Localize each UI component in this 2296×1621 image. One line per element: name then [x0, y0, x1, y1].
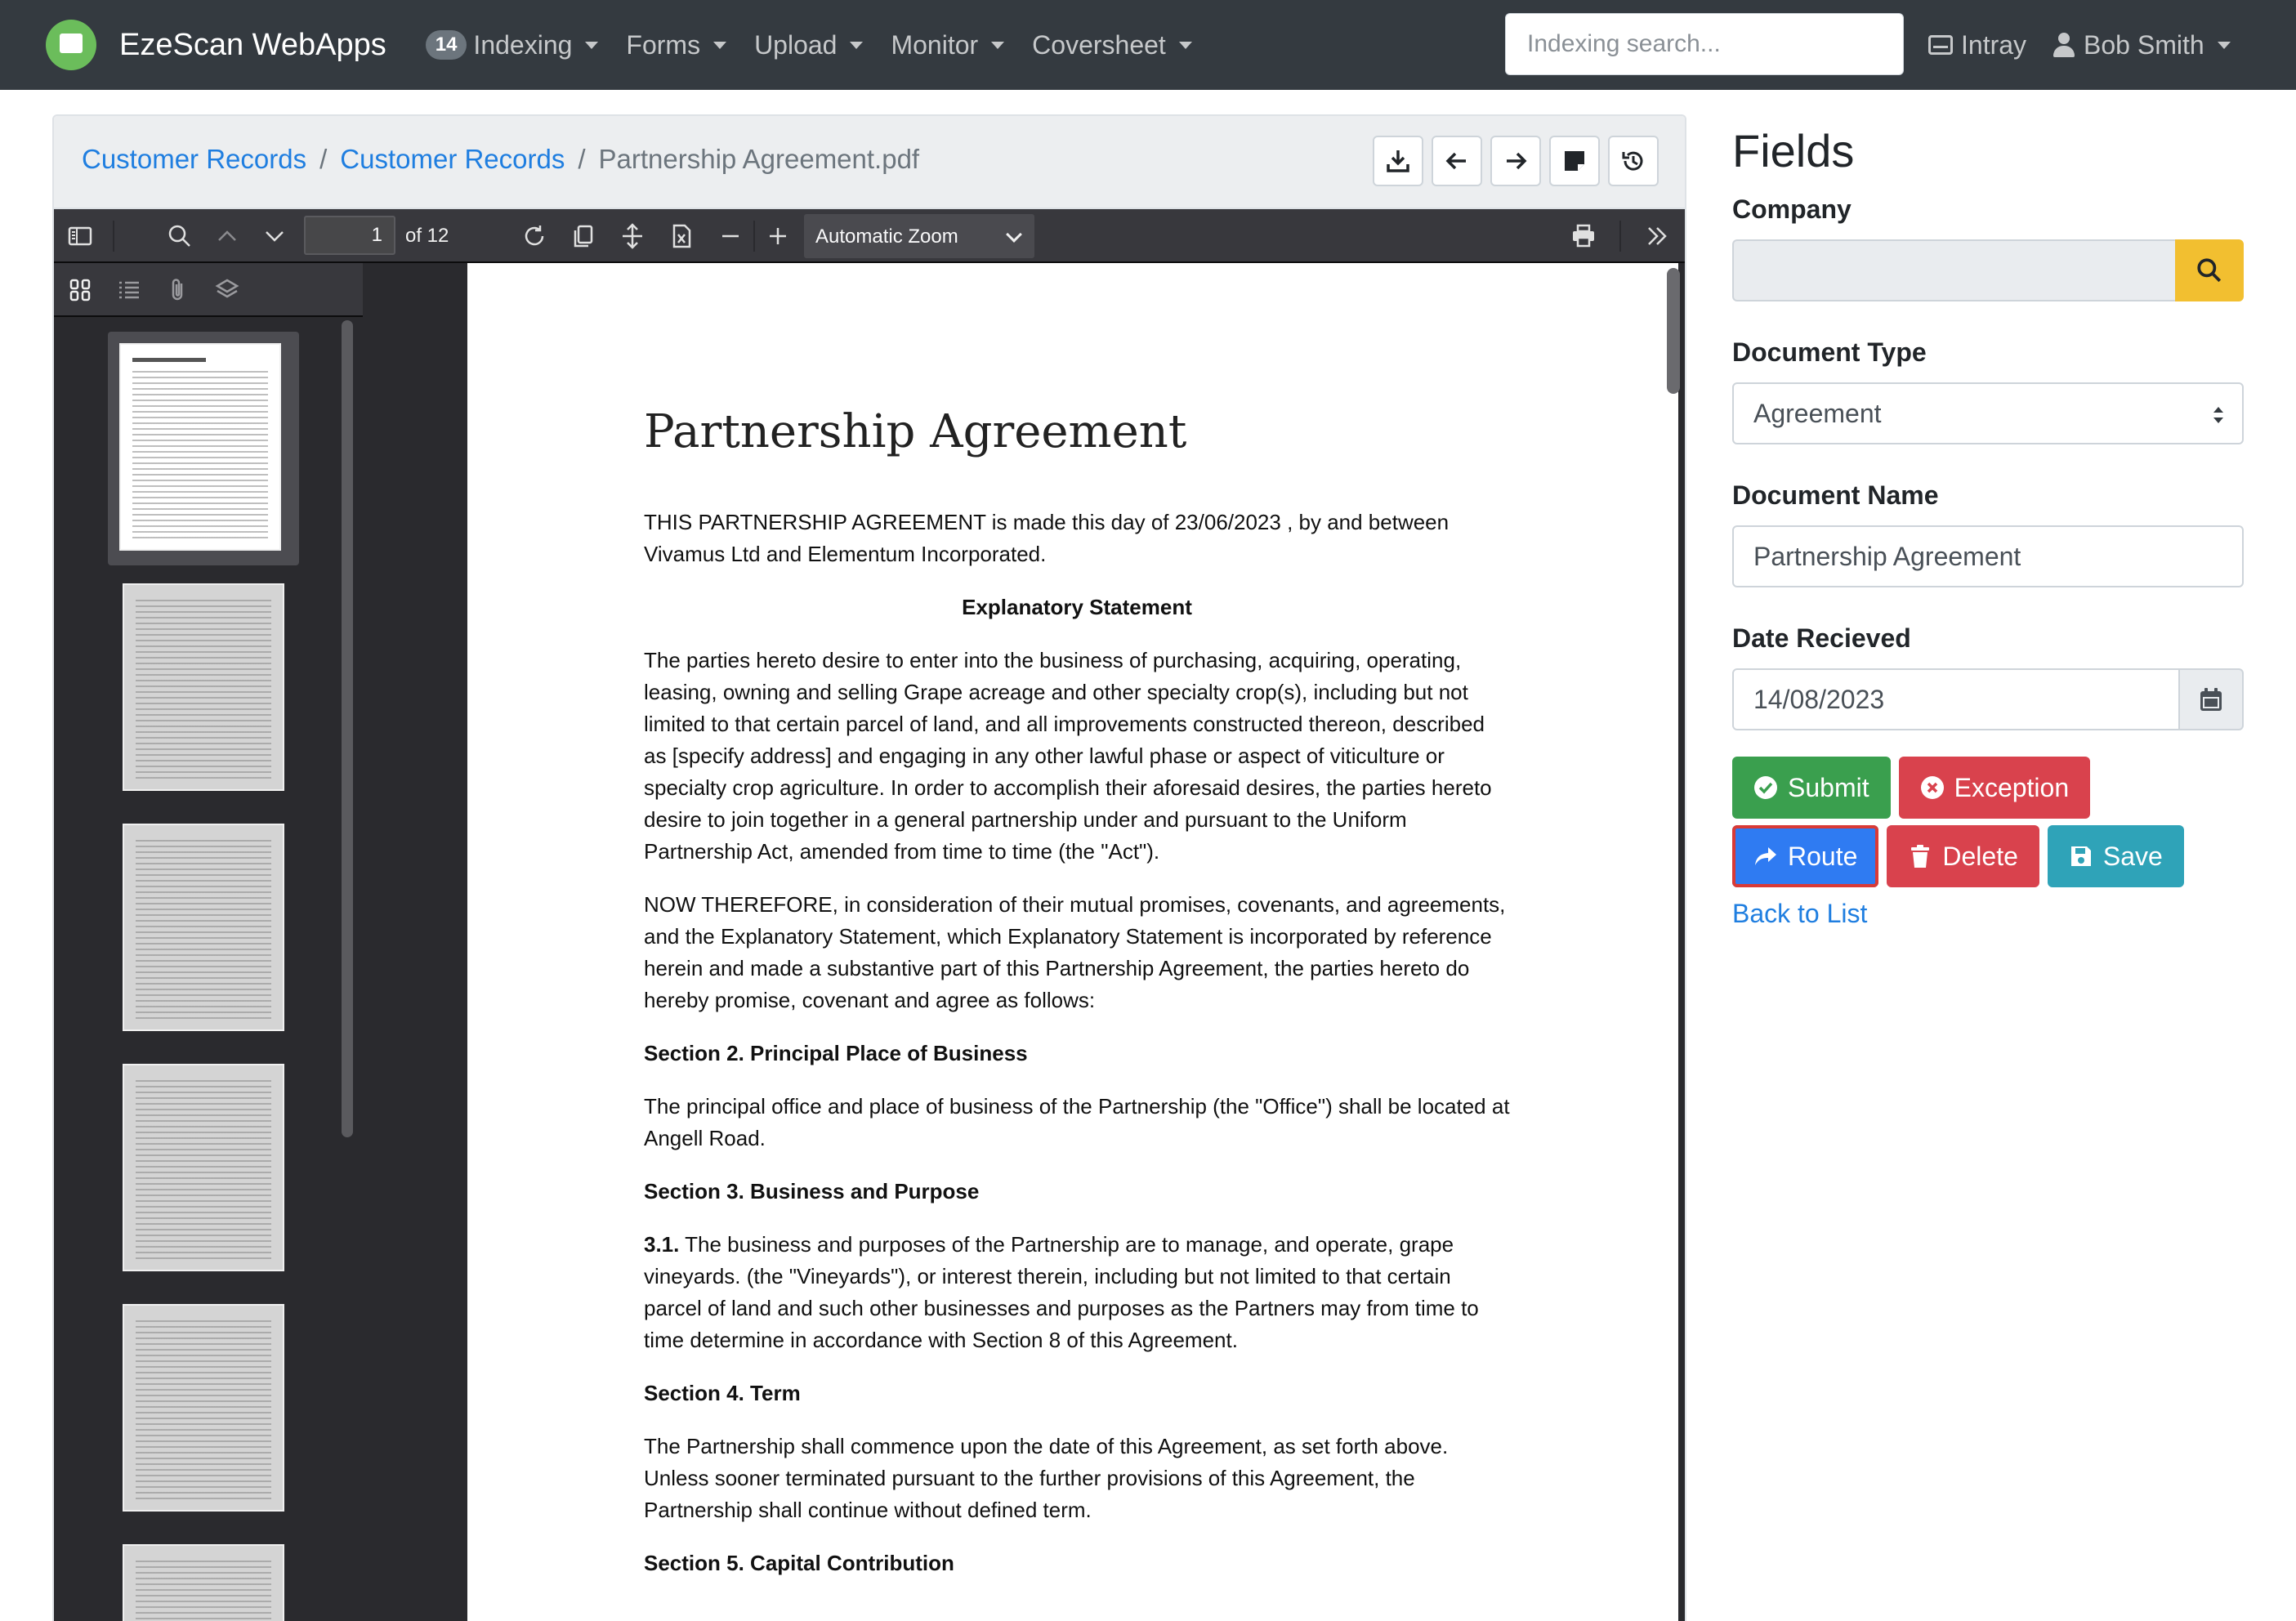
caret-down-icon	[1179, 42, 1192, 49]
ezescan-logo-icon	[46, 20, 96, 70]
indexing-search-input[interactable]	[1505, 13, 1904, 75]
minus-icon	[717, 223, 744, 249]
page-thumbnail[interactable]	[108, 332, 299, 565]
next-document-button[interactable]	[1490, 136, 1541, 186]
fields-panel	[1732, 123, 2244, 929]
nav-upload[interactable]	[754, 30, 863, 60]
document-content	[644, 404, 1510, 1601]
nav-upload-label: Upload	[754, 29, 838, 60]
back-to-list-link[interactable]: Back to List	[1732, 899, 1868, 928]
search-icon	[167, 223, 193, 249]
submit-button[interactable]	[1732, 757, 1891, 819]
trash-icon	[1908, 844, 1932, 869]
route-button[interactable]	[1732, 825, 1878, 887]
notes-button[interactable]	[1549, 136, 1600, 186]
date-received-field[interactable]	[1732, 668, 2180, 730]
nav-right	[1928, 0, 2257, 90]
zoom-in-button[interactable]	[765, 223, 791, 249]
viewer-header-tools	[1365, 136, 1659, 186]
share-arrow-icon	[1753, 844, 1778, 869]
page-thumbnail[interactable]	[118, 1061, 289, 1275]
document-paragraph: The principal office and place of business of the Partnership (the "Office") shall be located at Angell Road.	[644, 1094, 1510, 1150]
breadcrumb-separator: /	[319, 144, 328, 174]
sidebar-scrollbar[interactable]	[342, 320, 353, 1137]
arrow-left-icon	[1444, 148, 1470, 174]
split-button[interactable]	[619, 223, 645, 249]
route-label: Route	[1788, 841, 1858, 871]
caret-down-icon	[991, 42, 1004, 49]
document-type-label: Document Type	[1732, 337, 1927, 367]
nav-monitor-label: Monitor	[891, 29, 979, 60]
breadcrumb-separator: /	[578, 144, 586, 174]
copy-button[interactable]	[570, 223, 596, 249]
arrow-right-icon	[1503, 148, 1529, 174]
copy-icon	[570, 223, 596, 249]
company-search-button[interactable]	[2175, 239, 2244, 301]
date-received-label: Date Recieved	[1732, 623, 1911, 653]
fields-title: Fields	[1732, 125, 1855, 176]
layers-tab[interactable]	[214, 277, 240, 303]
grid-icon	[67, 277, 93, 303]
document-paragraph: NOW THEREFORE, in consideration of their mutual promises, covenants, and agreements, and the Explanatory Statement, which Explanatory Statement is incorporated by reference herein and made a substantive part of this Partnership Agreement, the parties hereto do hereby promise, covenant and agree as follows:	[644, 892, 1506, 1012]
zoom-out-button[interactable]	[717, 223, 744, 249]
nav-coversheet[interactable]	[1032, 30, 1192, 60]
sidebar-toggle-button[interactable]	[67, 223, 93, 249]
clause-text: The business and purposes of the Partnership are to manage, and operate, grape vineyards. (the "Vineyards"), or interest therein, including but not limited to that certain parcel of land and such other businesses and purposes as the Partners may from time to time determine in accordance with Section 8 of this Agreement.	[644, 1232, 1479, 1352]
document-viewer-card	[52, 114, 1686, 1621]
calendar-icon	[2199, 686, 2223, 712]
caret-down-icon	[713, 42, 726, 49]
document-paragraph: The Partnership shall commence upon the date of this Agreement, as set forth above. Unless sooner terminated pursuant to the further provisions of this Agreement, the Partnership shall continue without defined term.	[644, 1434, 1449, 1522]
zoom-value: Automatic Zoom	[815, 226, 958, 248]
brand-name: EzeScan WebApps	[119, 27, 386, 62]
top-navbar	[0, 0, 2296, 90]
download-button[interactable]	[1373, 136, 1423, 186]
page-thumbnail[interactable]	[118, 580, 289, 794]
nav-indexing-label: Indexing	[473, 29, 573, 60]
exception-button[interactable]	[1899, 757, 2091, 819]
outline-tab[interactable]	[116, 277, 142, 303]
file-excel-icon	[668, 223, 695, 249]
tools-toggle-button[interactable]	[1644, 223, 1670, 249]
excel-export-button[interactable]	[668, 223, 695, 249]
save-button[interactable]	[2048, 825, 2184, 887]
exception-label: Exception	[1954, 772, 2070, 802]
breadcrumb-level-1[interactable]: Customer Records	[82, 144, 307, 174]
pdf-sidebar	[54, 263, 363, 1621]
document-intro: THIS PARTNERSHIP AGREEMENT is made this day of 23/06/2023 , by and between Vivamus Ltd and Elementum Incorporated.	[644, 510, 1450, 566]
search-icon	[2195, 257, 2223, 284]
double-chevron-right-icon	[1644, 223, 1670, 249]
company-label: Company	[1732, 194, 1852, 224]
inbox-icon	[1928, 35, 1953, 55]
next-page-button[interactable]	[261, 223, 288, 249]
nav-user-menu[interactable]	[2053, 30, 2231, 60]
primary-actions	[1732, 757, 2244, 819]
document-paragraph: The parties hereto desire to enter into the business of purchasing, acquiring, operating, leasing, owning and selling Grape acreage and other specialty crop(s), including but not limited to that certain parcel of land, and all improvements constructed thereon, described as [specify address] and engaging in any other lawful phase or aspect of viticulture or specialty crop agriculture. In order to accomplish their aforesaid desires, the parties hereto desire to join together in a general partnership under and pursuant to the Uniform Partnership Act, amended from time to time (the "Act").	[644, 648, 1492, 864]
brand[interactable]	[46, 20, 386, 70]
rotate-icon	[521, 223, 547, 249]
list-icon	[116, 277, 142, 303]
layers-icon	[214, 277, 240, 303]
sidebar-tabs	[54, 263, 363, 317]
chevron-down-icon	[1006, 226, 1022, 243]
delete-label: Delete	[1942, 841, 2018, 871]
download-icon	[1385, 148, 1411, 174]
nav-monitor[interactable]	[891, 30, 1004, 60]
document-type-group	[1732, 382, 2244, 444]
breadcrumb-level-2[interactable]: Customer Records	[340, 144, 565, 174]
document-name-group	[1732, 525, 2244, 587]
nav-coversheet-label: Coversheet	[1032, 29, 1166, 60]
attachments-tab[interactable]	[165, 277, 191, 303]
nav-menu	[426, 30, 1220, 60]
document-name-label: Document Name	[1732, 480, 1939, 510]
sticky-note-icon	[1561, 148, 1588, 174]
clause-number: 3.1.	[644, 1232, 680, 1257]
submit-label: Submit	[1788, 772, 1869, 802]
caret-down-icon	[585, 42, 598, 49]
page-thumbnail[interactable]	[118, 1541, 289, 1621]
chevron-down-icon	[261, 223, 288, 249]
document-type-value: Agreement	[1753, 398, 1882, 428]
previous-document-button[interactable]	[1432, 136, 1482, 186]
print-icon	[1570, 223, 1597, 249]
section-heading: Section 5. Capital Contribution	[644, 1551, 954, 1575]
statement-heading: Explanatory Statement	[962, 595, 1192, 619]
document-area[interactable]	[363, 263, 1686, 1621]
page-count: of 12	[405, 225, 449, 247]
nav-intray[interactable]	[1928, 30, 2026, 60]
breadcrumb-current: Partnership Agreement.pdf	[598, 144, 920, 174]
page-thumbnail[interactable]	[118, 820, 289, 1034]
delete-button[interactable]	[1887, 825, 2039, 887]
section-heading: Section 2. Principal Place of Business	[644, 1041, 1028, 1065]
zoom-select[interactable]	[804, 214, 1034, 258]
chevron-up-icon	[214, 223, 240, 249]
section-heading: Section 3. Business and Purpose	[644, 1179, 980, 1203]
caret-down-icon	[2218, 42, 2231, 49]
sidebar-toggle-icon	[67, 223, 93, 249]
page-thumbnail[interactable]	[118, 1301, 289, 1515]
pdf-toolbar	[54, 209, 1686, 263]
document-paragraph	[644, 1229, 1510, 1356]
date-picker-button[interactable]	[2180, 668, 2244, 730]
paperclip-icon	[165, 277, 191, 303]
user-name: Bob Smith	[2084, 29, 2204, 60]
save-icon	[2069, 844, 2093, 869]
rotate-button[interactable]	[521, 223, 547, 249]
document-name-field[interactable]	[1732, 525, 2244, 587]
document-type-select[interactable]	[1732, 382, 2244, 444]
history-button[interactable]	[1608, 136, 1659, 186]
user-icon	[2053, 33, 2075, 57]
previous-page-button[interactable]	[214, 223, 240, 249]
history-icon	[1620, 148, 1646, 174]
breadcrumb	[82, 144, 919, 175]
thumbnails-tab[interactable]	[67, 277, 93, 303]
company-field[interactable]	[1732, 239, 2175, 301]
nav-forms-label: Forms	[626, 29, 701, 60]
nav-intray-label: Intray	[1961, 29, 2027, 60]
x-circle-icon	[1920, 775, 1945, 800]
document-scrollbar[interactable]	[1667, 268, 1680, 394]
date-received-group	[1732, 668, 2244, 730]
plus-icon	[765, 223, 791, 249]
print-button[interactable]	[1570, 223, 1597, 249]
nav-forms[interactable]	[626, 30, 726, 60]
document-page	[467, 263, 1678, 1621]
nav-indexing[interactable]	[426, 30, 599, 60]
document-title: Partnership Agreement	[644, 405, 1187, 458]
check-circle-icon	[1753, 775, 1778, 800]
viewer-header	[54, 116, 1685, 209]
split-icon	[619, 223, 645, 249]
save-label: Save	[2102, 841, 2163, 871]
company-input-group	[1732, 239, 2244, 301]
caret-down-icon	[850, 42, 863, 49]
indexing-count-badge: 14	[426, 30, 467, 60]
select-arrows-icon	[2213, 404, 2224, 426]
find-button[interactable]	[167, 223, 193, 249]
page-number-input[interactable]	[304, 216, 395, 255]
section-heading: Section 4. Term	[644, 1381, 801, 1405]
secondary-actions	[1732, 825, 2244, 887]
